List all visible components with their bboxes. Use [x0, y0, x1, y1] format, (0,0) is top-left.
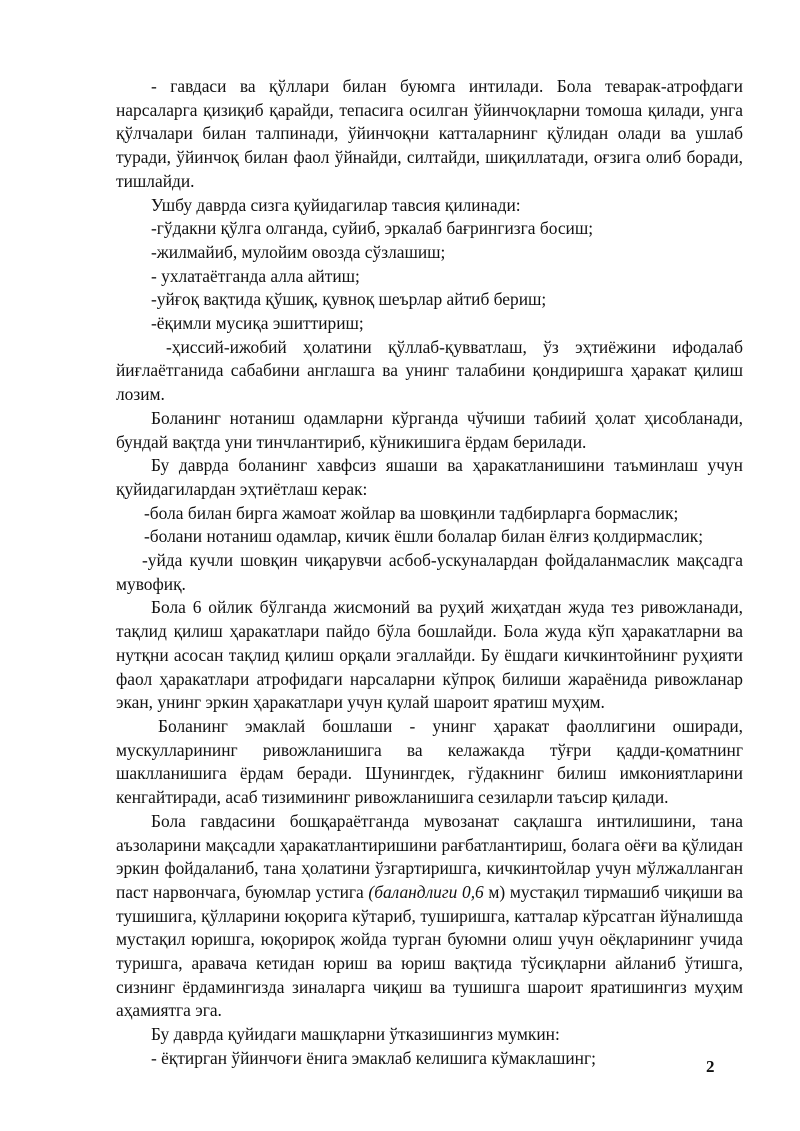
- italic-text: (баландлиги 0,6: [368, 881, 484, 902]
- paragraph: Боланинг эмаклай бошлаши - унинг ҳаракат фаоллигини оширади, мускулларининг ривожланишига ва келажакда тўғри қадди-қоматнинг шаклланишига ёрдам беради. Шунингдек, гўдакнинг билиш имкониятларини кенгайтиради, асаб тизимининг ривожланишига сезиларли таъсир қилади.: [116, 715, 743, 808]
- paragraph-text: м) мустақил тирмашиб чиқиши ва тушишига, қўлларини юқорига кўтариб, туширишга, катталар кўрсатган йўналишда мустақил юришга, юқорироқ жойда турган буюмни олиш учун оёқларининг учида туришга, аравача кетидан юриш ва юриш вақтида тўсиқларни айланиб ўтишга, сизнинг ёрдамингизда зиналарга чиқиш ва тушишга шароит яратишингиз муҳим аҳамиятга эга.: [116, 881, 743, 1021]
- list-item: - ёқтирган ўйинчоғи ёнига эмаклаб келишига кўмаклашинг;: [151, 1047, 596, 1068]
- paragraph: Боланинг нотаниш одамларни кўрганда чўчиши табиий ҳолат ҳисобланади, бундай вақтда уни тинчлантириб, кўникишига ёрдам берилади.: [116, 407, 743, 452]
- list-item: -уйда кучли шовқин чиқарувчи асбоб-ускуналардан фойдаланмаслик мақсадга мувофиқ.: [116, 550, 743, 594]
- page-number: 2: [706, 1057, 715, 1076]
- paragraph: Ушбу даврда сизга қуйидагилар тавсия қилинади:: [151, 194, 521, 215]
- list-item: -уйғоқ вақтида қўшиқ, қувноқ шеърлар айтиб бериш;: [151, 289, 547, 310]
- paragraph: Бола 6 ойлик бўлганда жисмоний ва руҳий жиҳатдан жуда тез ривожланади, тақлид қилиш ҳаракатлари пайдо бўла бошлайди. Бола жуда кўп ҳаракатларни ва нутқни асосан тақлид қилиш орқали эгаллайди. Бу ёшдаги кичкинтойнинг руҳияти фаол ҳаракатлари атрофидаги нарсаларни кўпроқ билиши жараёнида ривожланар экан, унинг эркин ҳаракатлари учун қулай шароит яратиш муҳим.: [116, 597, 743, 713]
- list-item: -болани нотаниш одамлар, кичик ёшли болалар билан ёлғиз қолдирмаслик;: [144, 526, 704, 547]
- list-item: -бола билан бирга жамоат жойлар ва шовқинли тадбирларга бормаслик;: [144, 502, 679, 523]
- list-item: - ухлатаётганда алла айтиш;: [151, 265, 360, 286]
- list-item: -жилмайиб, мулойим овозда сўзлашиш;: [151, 241, 446, 262]
- list-item: -ҳиссий-ижобий ҳолатини қўллаб-қувватлаш, ўз эҳтиёжини ифодалаб йиғлаётганида сабабини англашга ва унинг талабини қондиришга ҳаракат қилиш лозим.: [116, 336, 743, 405]
- paragraph: - гавдаси ва қўллари билан буюмга интилади. Бола теварак-атрофдаги нарсаларга қизиқиб қарайди, тепасига осилган ўйинчоқларни томоша қилади, унга қўлчалари билан талпинади, ўйинчоқни катталарнинг қўлидан олади ва ушлаб туради, ўйинчоқ билан фаол ўйнайди, силтайди, шиқиллатади, оғзига олиб боради, тишлайди.: [116, 76, 743, 191]
- list-item: -ёқимли мусиқа эшиттириш;: [151, 313, 364, 334]
- body-text: [116, 75, 743, 1071]
- paragraph: Бу даврда қуйидаги машқларни ўтказишингиз мумкин:: [151, 1024, 560, 1045]
- list-item: -гўдакни қўлга олганда, суйиб, эркалаб бағрингизга босиш;: [151, 218, 594, 239]
- paragraph: Бу даврда боланинг хавфсиз яшаши ва ҳаракатланишини таъминлаш учун қуйидагилардан эҳтиётлаш керак:: [116, 455, 743, 499]
- paragraph: [116, 810, 743, 1023]
- paragraph-text: Бола гавдасини бошқараётганда мувозанат сақлашга интилишини, тана аъзоларини мақсадли ҳаракатлантиришини рағбатлантириш, болага оёғи ва қўлидан эркин фойдаланиб, тана ҳолатини ўзгартиришга, кичкинтойлар учун мўлжалланган паст нарвончага, буюмлар устига: [116, 810, 743, 902]
